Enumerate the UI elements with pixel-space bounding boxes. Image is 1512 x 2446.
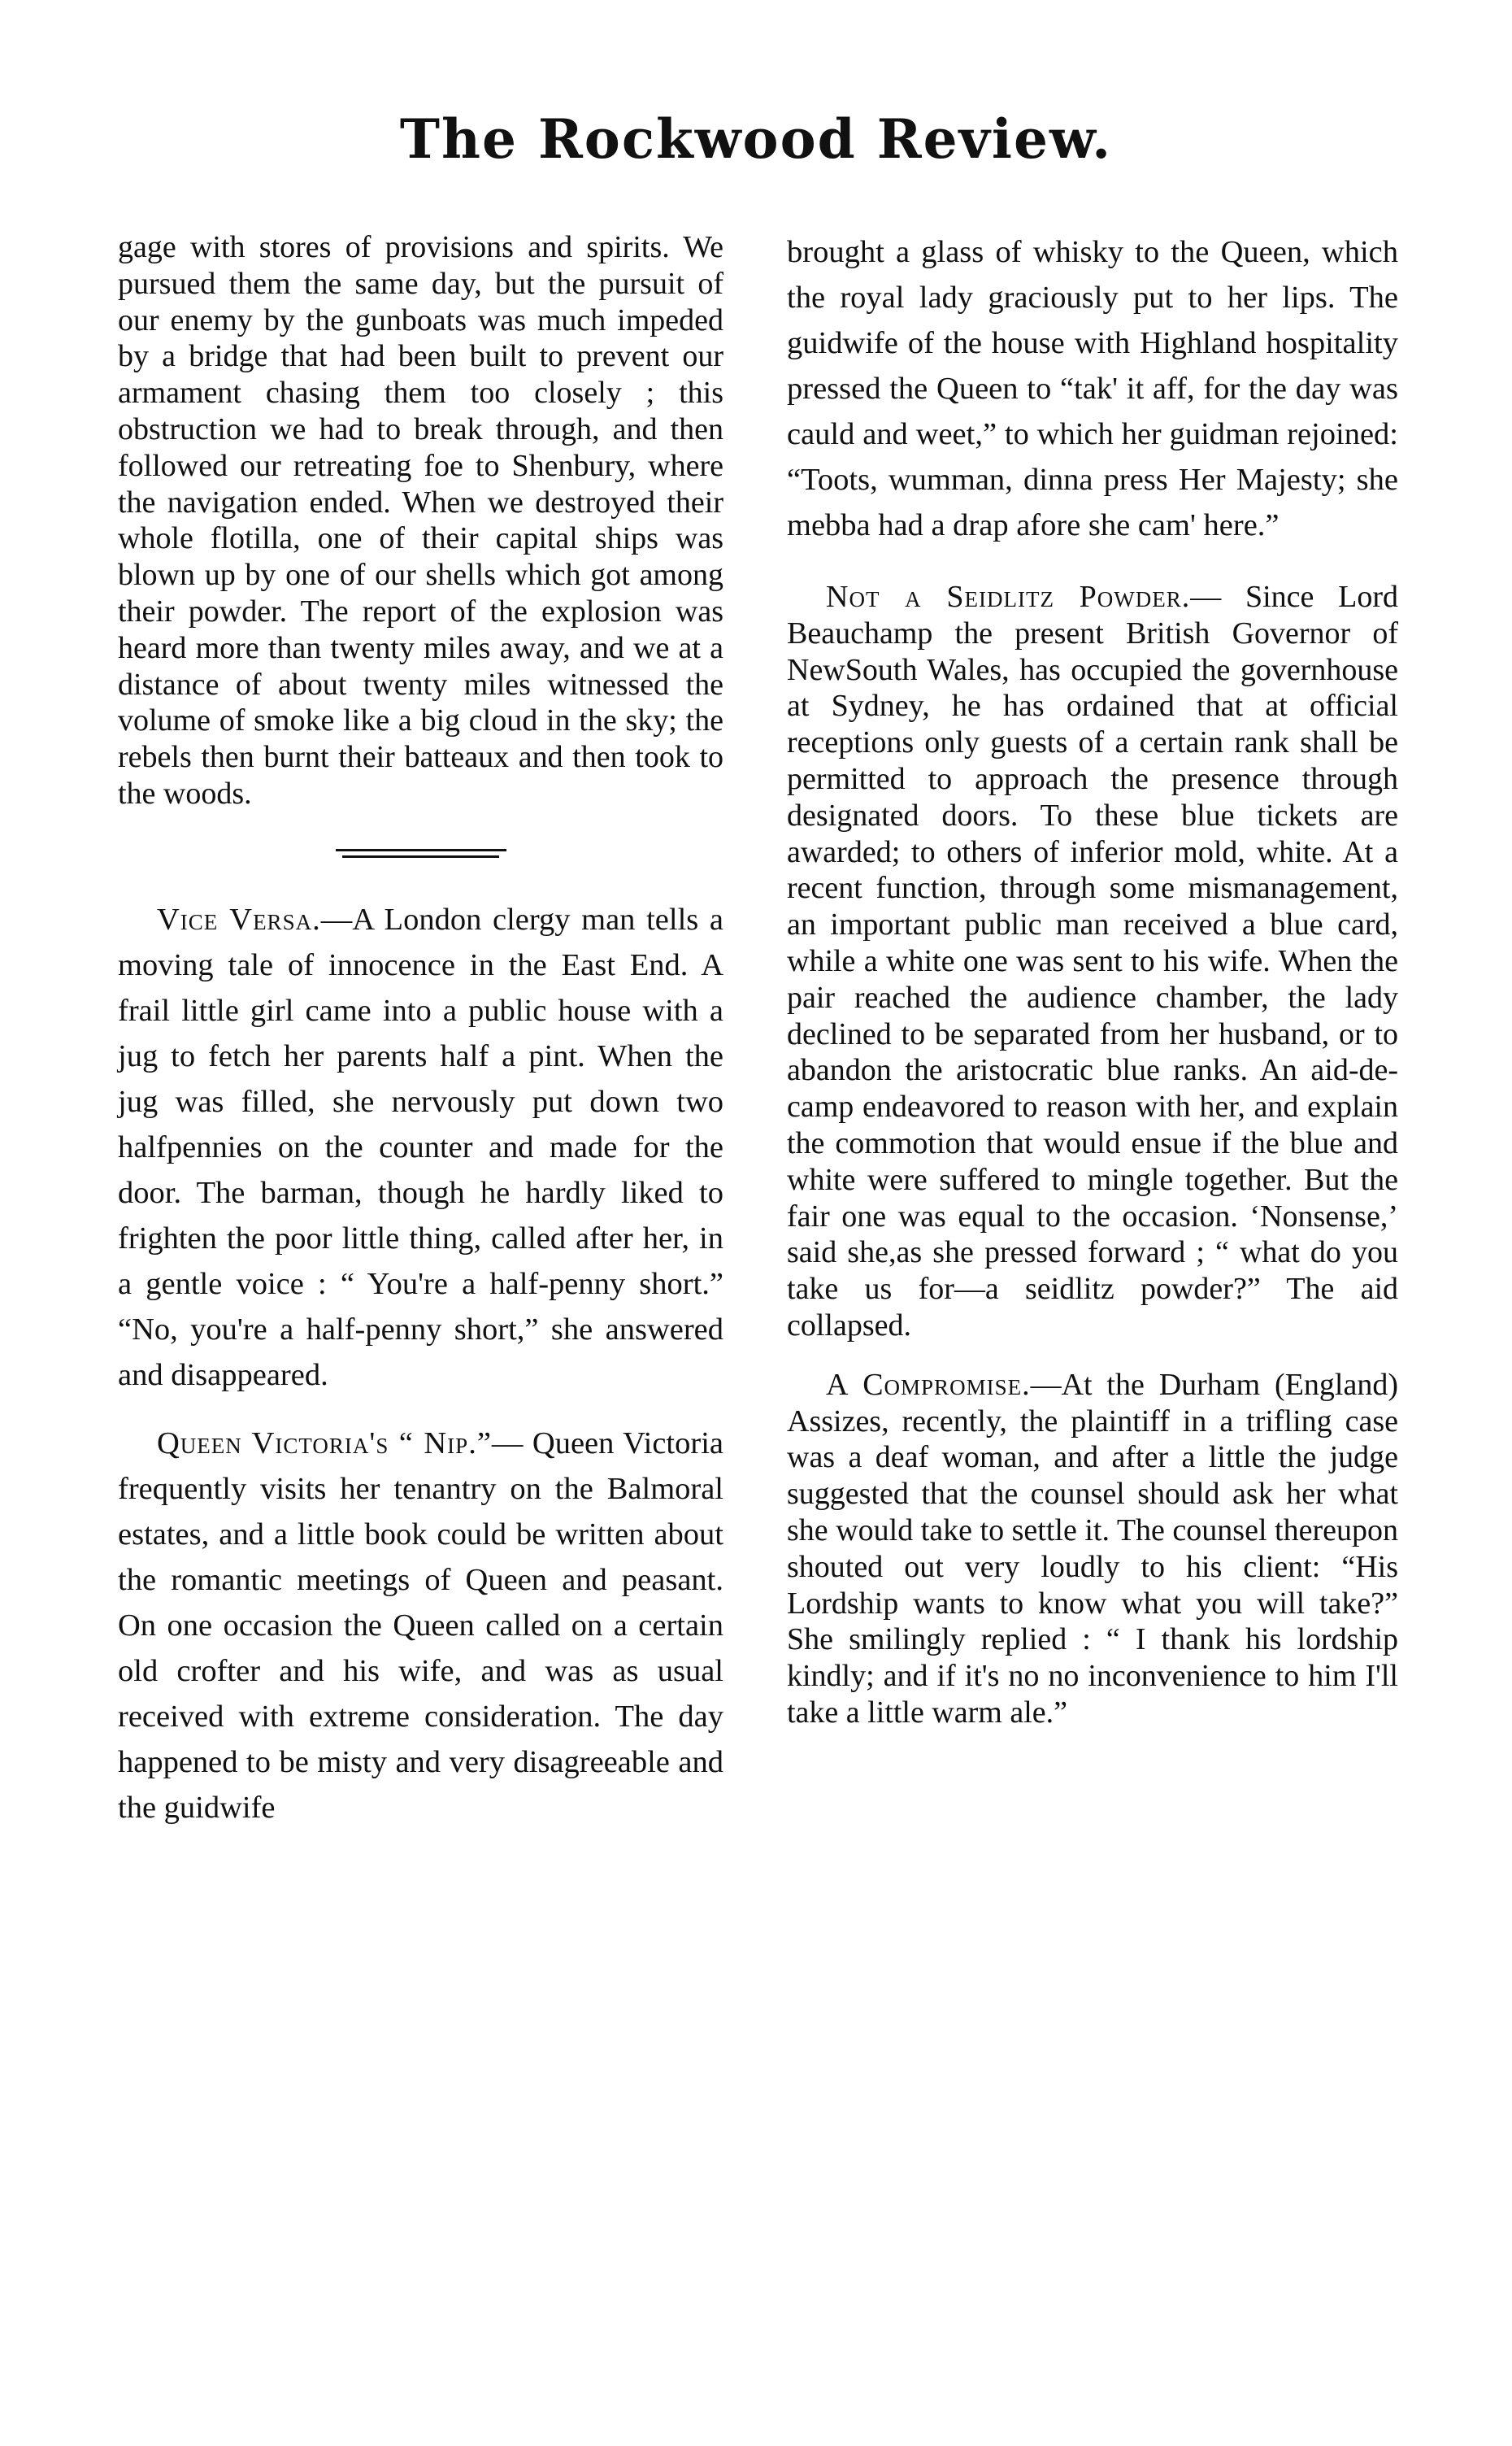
continued-paragraph: brought a glass of whisky to the Queen, which the royal lady graciously put to her lips. The guidwife of the house with Highland hospitality pressed the Queen to “tak' it aff, for the day was cauld and weet,” to which her guidman rejoined: “Toots, wumman, dinna press Her Majesty; she mebba had a drap afore she cam' here.” — [787, 235, 1398, 542]
article-heading: Queen Victoria's “ Nip.” — [157, 1425, 492, 1460]
masthead-title: The Rockwood Review. — [399, 107, 1113, 171]
article-compromise — [787, 1367, 1398, 1731]
article-body: —At the Durham (England) Assizes, recently, the plaintiff in a trifling case was a deaf woman, and after a little the judge suggested that the counsel should ask her what she would take to settle it. The counsel thereupon shouted out very loudly to his client: “His Lordship wants to know what you will take?” She smilingly replied : “ I thank his lordship kindly; and if it's no no inconvenience to him I'll take a little warm ale.” — [787, 1367, 1398, 1730]
right-column — [787, 229, 1398, 1731]
article-heading: Not a Seidlitz Powder. — [826, 580, 1191, 614]
article-heading: A Compromise. — [826, 1367, 1031, 1402]
article-body: — Since Lord Beauchamp the present British Governor of NewSouth Wales, has occupied the governhouse at Sydney, he has ordained that at official receptions only guests of a certain rank shall be permitted to approach the presence through designated doors. To these blue tickets are awarded; to others of inferior mold, white. At a recent function, through some mismanagement, an important public man received a blue card, while a white one was sent to his wife. When the pair reached the audience chamber, the lady declined to be separated from her husband, or to abandon the aristocratic blue ranks. An aid-de-camp endeavored to reason with her, and explain the commotion that would ensue if the blue and white were suffered to mingle together. But the fair one was equal to the occasion. ‘Nonsense,’ said she,as she pressed forward ; “ what do you take us for—a seidlitz powder?” The aid collapsed. — [787, 580, 1398, 1343]
article-body: — Queen Victoria frequently visits her tenantry on the Balmoral estates, and a little book could be written about the romantic meetings of Queen and peasant. On one occasion the Queen called on a certain old crofter and his wife, and was as usual received with extreme consideration. The day happened to be misty and very disagreeable and the guidwife — [118, 1425, 723, 1825]
article-body: —A London clergy man tells a moving tale of innocence in the East End. A frail little girl came into a public house with a jug to fetch her parents half a pint. When the jug was filled, she nervously put down two halfpennies on the counter and made for the door. The barman, though he hardly liked to frighten the poor little thing, called after her, in a gentle voice : “ You're a half-penny short.” “No, you're a half-penny short,” she answered and disappeared. — [118, 902, 724, 1392]
article-queen-nip — [118, 1421, 723, 1830]
continued-paragraph: gage with stores of provisions and spirits. We pursued them the same day, but the pursuit of our enemy by the gunboats was much impeded by a bridge that had been built to prevent our armament chasing them too closely ; this obstruction we had to break through, and then followed our retreating foe to Shenbury, where the navigation ended. When we destroyed their whole flotilla, one of their capital ships was blown up by one of our shells which got among their powder. The report of the explosion was heard more than twenty miles away, and we at a distance of about twenty miles witnessed the volume of smoke like a big cloud in the sky; the rebels then burnt their batteaux and then took to the woods. — [118, 230, 723, 811]
article-heading: Vice Versa. — [157, 902, 321, 937]
section-divider — [336, 847, 506, 861]
article-seidlitz-powder — [787, 579, 1398, 1344]
left-column — [118, 229, 723, 1830]
article-vice-versa — [118, 897, 723, 1398]
